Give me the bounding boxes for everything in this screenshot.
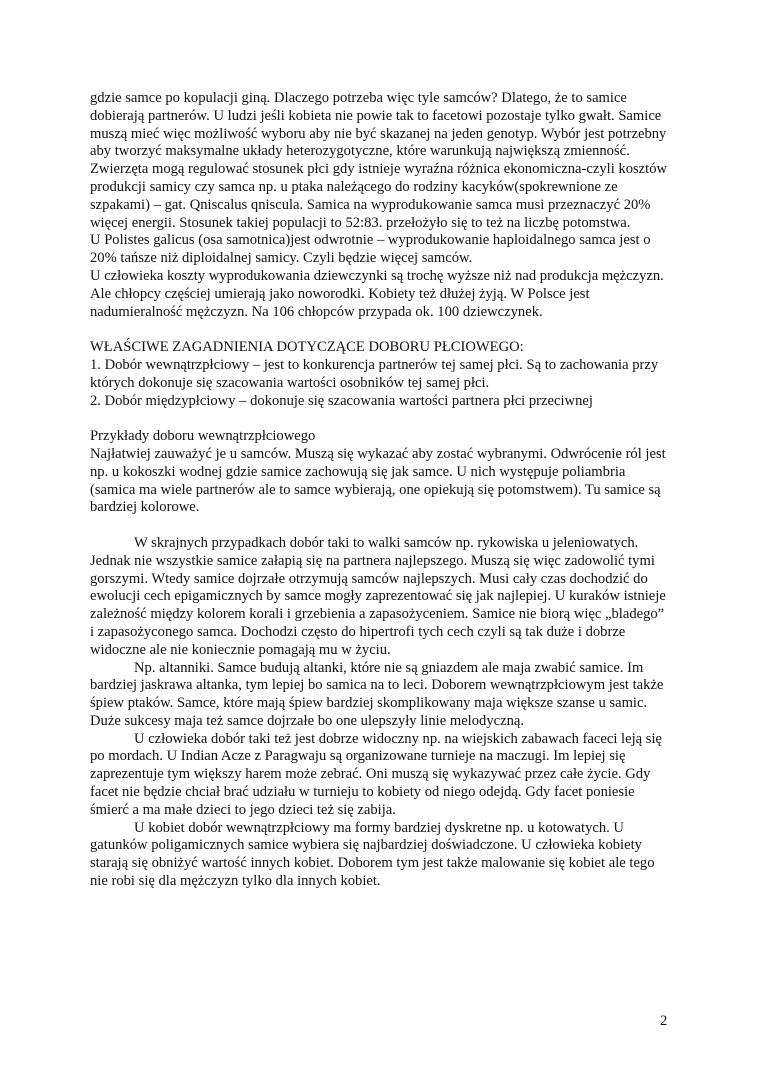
paragraph-2: Zwierzęta mogą regulować stosunek płci gdy istnieje wyraźna różnica ekonomiczna-czyli kosztów produkcji samicy czy samca np. u ptaka należącego do rodziny kacyków(spokrewnione ze szpakami) – gat. Qniscalus qniscula. Samica na wyprodukowanie samca musi przeznaczyć 20% więcej energii. Stosunek takiej populacji to 52:83. przełożyło się to też na liczbę potomstwa. bbox=[90, 161, 668, 231]
page-number: 2 bbox=[660, 1013, 668, 1029]
paragraph-3: U Polistes galicus (osa samotnica)jest odwrotnie – wyprodukowanie haploidalnego samca jest o 20% tańsze niż diploidalnej samicy. Czyli będzie więcej samców. bbox=[90, 232, 651, 267]
paragraph-8: U człowieka dobór taki też jest dobrze widoczny np. na wiejskich zabawach faceci leją się po mordach. U Indian Acze z Paragwaju są organizowane turnieje na maczugi. Im lepiej się zaprezentuje tym większy harem może zebrać. Oni muszą się wykazywać przez całe życie. Gdy facet nie będzie chciał brać udziału w turnieju to kobiety od niego odejdą. Gdy facet poniesie śmierć a ma małe dzieci to jego dzieci też się zabija. bbox=[90, 730, 662, 818]
blank-line bbox=[90, 517, 670, 535]
list-item-2: 2. Dobór międzypłciowy – dokonuje się szacowania wartości partnera płci przeciwnej bbox=[90, 392, 593, 409]
paragraph-6: W skrajnych przypadkach dobór taki to walki samców np. rykowiska u jeleniowatych. Jednak nie wszystkie samice załapią się na partnera najlepszego. Muszą się więc zadowolić tymi gorszymi. Wtedy samice dojrzałe otrzymują samców najlepszych. Musi cały czas dochodzić do ewolucji cech epigamicznych by samce mogły zaprezentować się jak najlepiej. U kuraków istnieje zależność między kolorem korali i grzebienia a zapasożyceniem. Samice nie biorą więc „bladego” i zapasożyconego samca. Dochodzi często do hipertrofi tych cech czyli są tak duże i dobrze widoczne ale nie koniecznie pomagają mu w życiu. bbox=[90, 534, 666, 658]
document-body bbox=[90, 90, 670, 891]
paragraph-4: U człowieka koszty wyprodukowania dziewczynki są trochę wyższe niż nad produkcja mężczyzn. Ale chłopcy częściej umierają jako noworodki. Kobiety też dłużej żyją. W Polsce jest nadumieralność mężczyzn. Na 106 chłopców przypada ok. 100 dziewczynek. bbox=[90, 267, 664, 320]
paragraph-1: gdzie samce po kopulacji giną. Dlaczego potrzeba więc tyle samców? Dlatego, że to samice dobierają partnerów. U ludzi jeśli kobieta nie powie tak to facetowi pozostaje tylko gwałt. Samice muszą mieć więc możliwość wyboru aby nie być skazanej na jeden genotyp. Wybór jest potrzebny aby tworzyć maksymalne układy heterozygotyczne, które warunkują największą zmienność. bbox=[90, 90, 667, 160]
list-item-1: 1. Dobór wewnątrzpłciowy – jest to konkurencja partnerów tej samej płci. Są to zachowania przy których dokonuje się szacowania wartości osobników tej samej płci. bbox=[90, 356, 659, 391]
subsection-heading: Przykłady doboru wewnątrzpłciowego bbox=[90, 428, 316, 445]
paragraph-9: U kobiet dobór wewnątrzpłciowy ma formy bardziej dyskretne np. u kotowatych. U gatunków poligamicznych samice wybiera się najbardziej doświadczone. U człowieka kobiety starają się obniżyć wartość innych kobiet. Doborem tym jest także malowanie się kobiet ale tego nie robi się dla mężczyzn tylko dla innych kobiet. bbox=[90, 819, 655, 890]
paragraph-5: Najłatwiej zauważyć je u samców. Muszą się wykazać aby zostać wybranymi. Odwrócenie ról jest np. u kokoszki wodnej gdzie samice zachowują się jak samce. U nich występuje poliambria (samica ma wiele partnerów ale to samce wybierają, one opiekują się potomstwem). Tu samice są bardziej kolorowe. bbox=[90, 445, 666, 516]
blank-line bbox=[90, 321, 670, 339]
paragraph-7: Np. altanniki. Samce budują altanki, które nie są gniazdem ale maja zwabić samice. Im bardziej jaskrawa altanka, tym lepiej bo samica na to leci. Doborem wewnątrzpłciowym jest także śpiew ptaków. Samce, które mają śpiew bardziej skomplikowany maja większe szanse u samic. Duże sukcesy maja też samce dojrzałe bo one ulepszyły linie melodyczną. bbox=[90, 659, 664, 729]
section-heading: WŁAŚCIWE ZAGADNIENIA DOTYCZĄCE DOBORU PŁCIOWEGO: bbox=[90, 339, 524, 356]
blank-line bbox=[90, 410, 670, 428]
